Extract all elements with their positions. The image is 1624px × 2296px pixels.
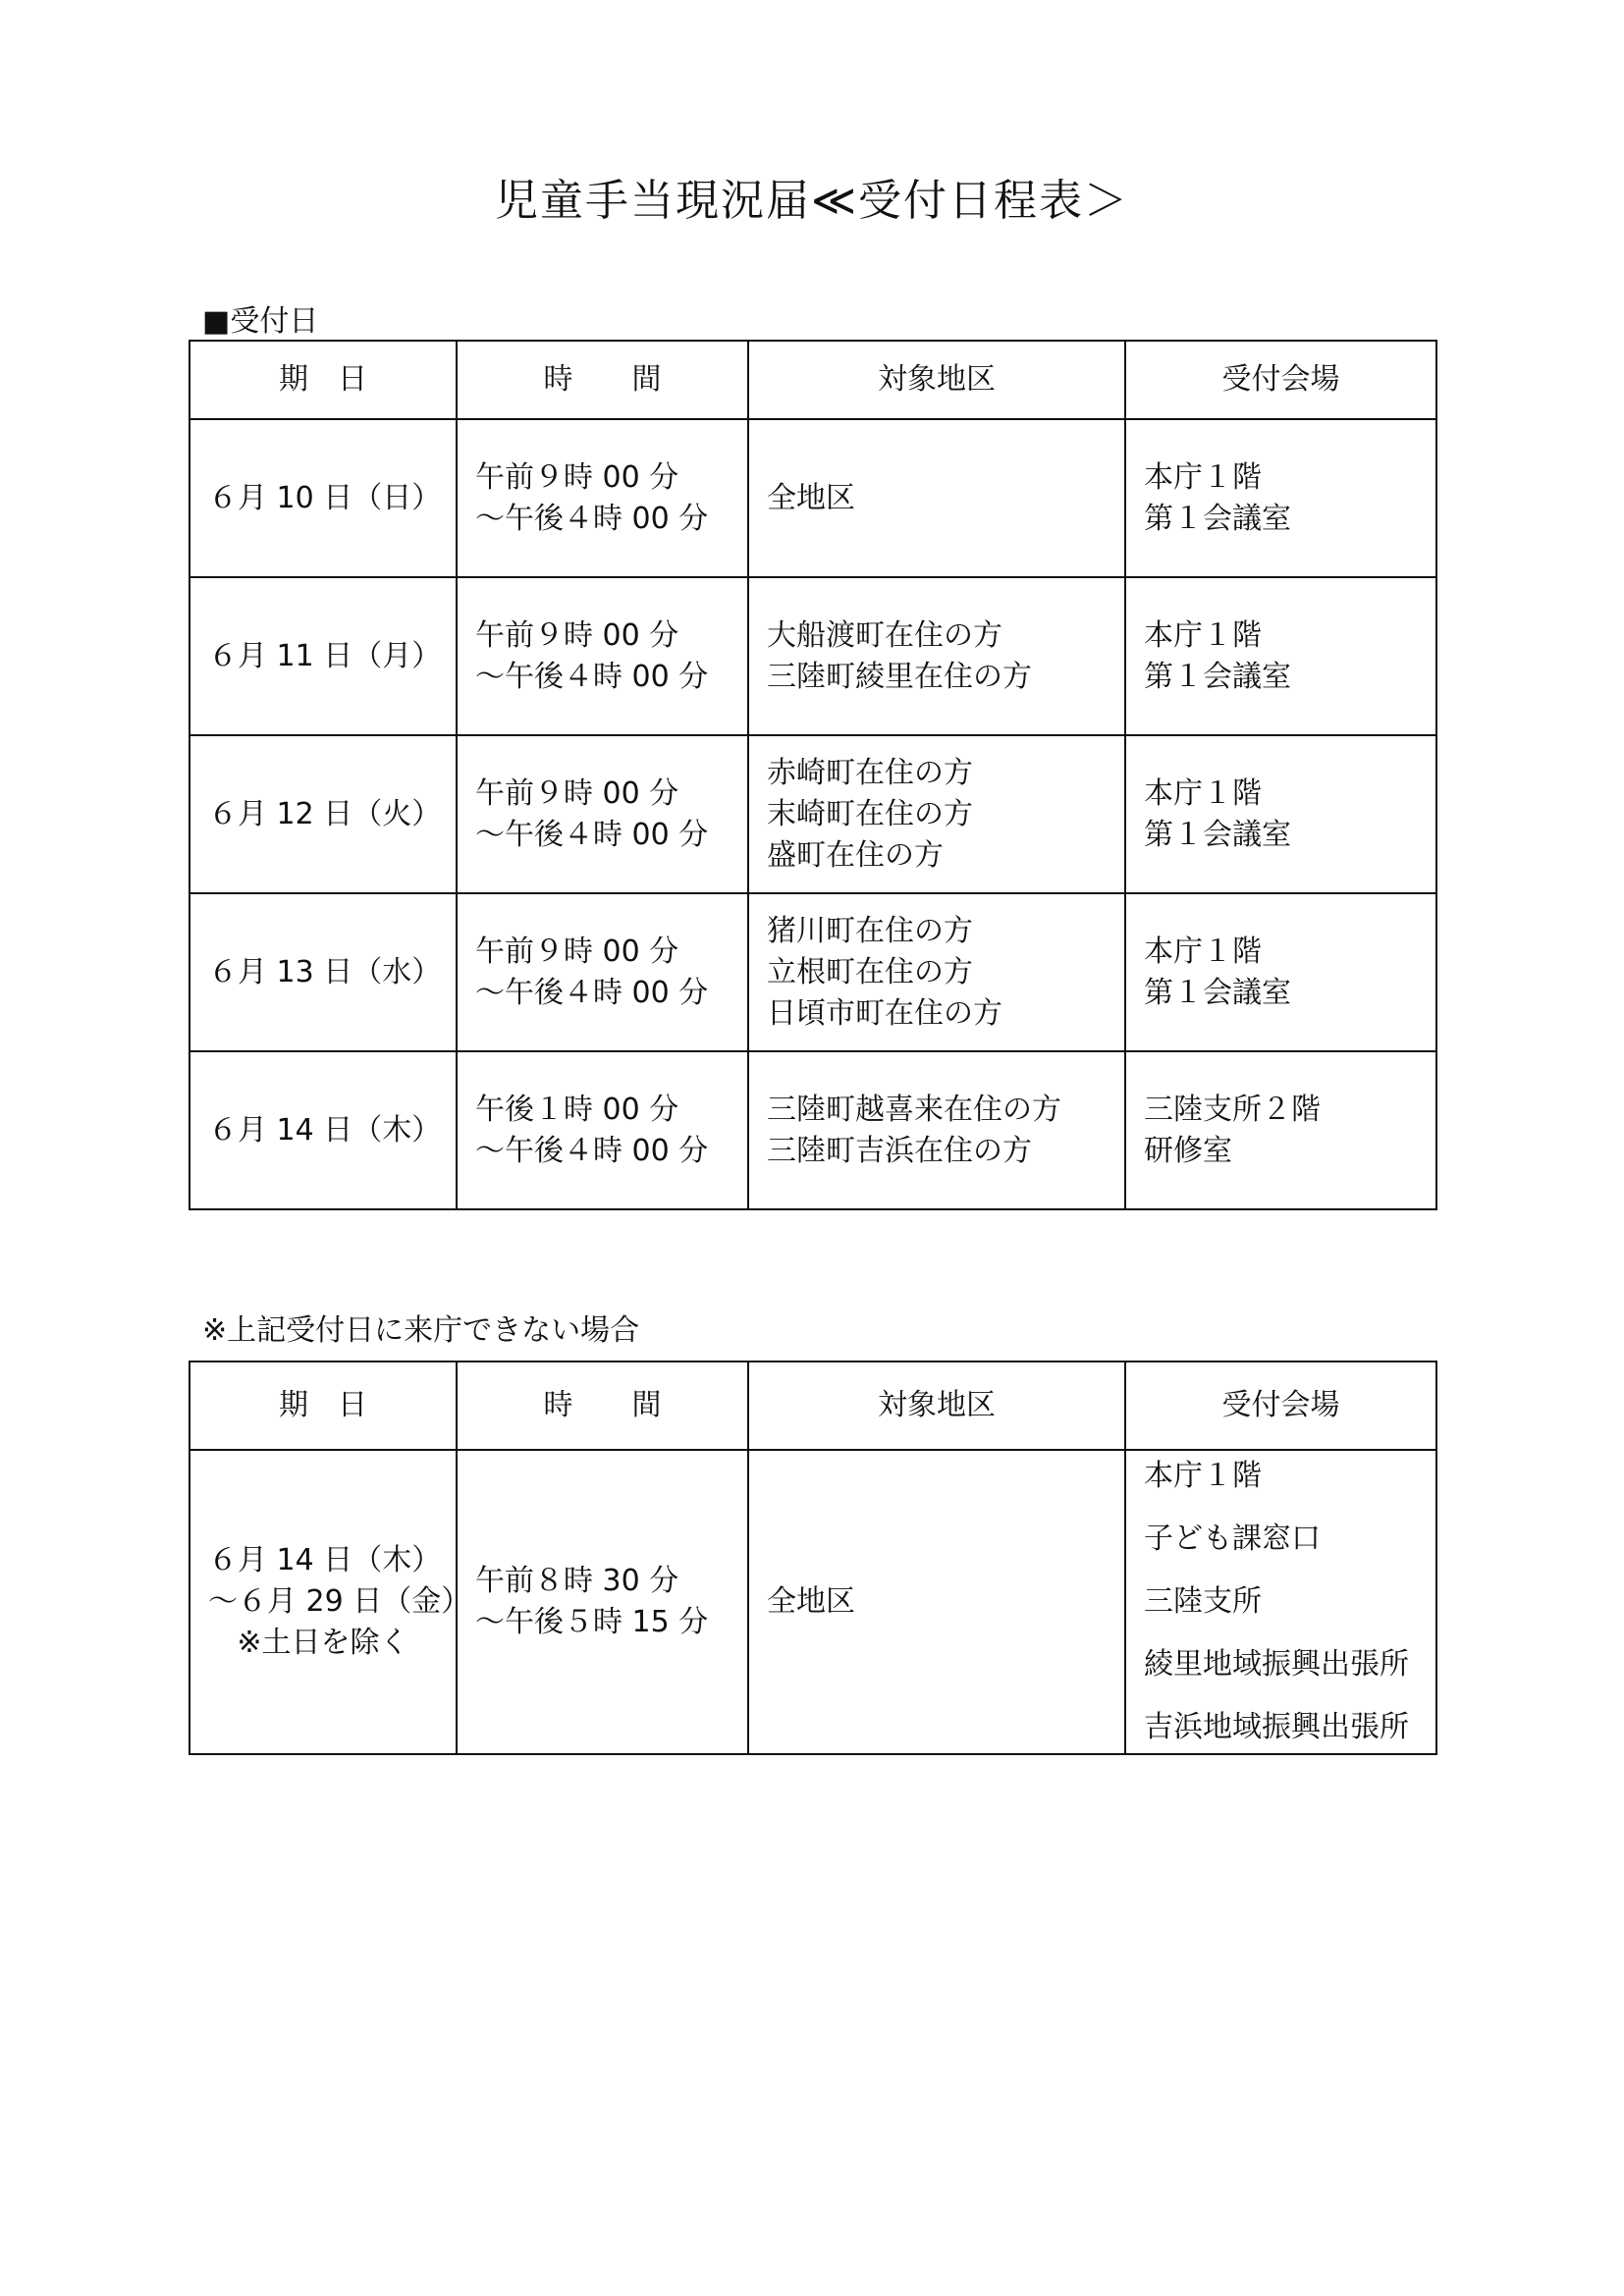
- cell-date: [189, 419, 457, 577]
- section-label-reception-days: ■受付日: [202, 304, 319, 339]
- header-area: 対象地区: [748, 341, 1125, 419]
- cell-time: [457, 735, 748, 893]
- header-area: 対象地区: [748, 1362, 1125, 1450]
- cell-area-line: 大船渡町在住の方: [767, 617, 1002, 653]
- cell-time-line: ～午後４時 00 分: [475, 659, 709, 694]
- cell-date-line: ６月 14 日（木）: [208, 1543, 442, 1577]
- header-time: 時 間: [457, 1362, 748, 1450]
- cell-time-line: 午前９時 00 分: [475, 775, 679, 811]
- cell-time: [457, 1450, 748, 1754]
- cell-venue: [1125, 1450, 1436, 1754]
- cell-time: [457, 1051, 748, 1209]
- cell-venue: [1125, 893, 1436, 1051]
- table-row: [189, 419, 1436, 577]
- header-time: 時 間: [457, 341, 748, 419]
- cell-venue: [1125, 735, 1436, 893]
- cell-area-line: 赤崎町在住の方: [767, 755, 973, 790]
- cell-venue-line: 綾里地域振興出張所: [1144, 1647, 1409, 1682]
- cell-venue-line: 本庁１階: [1144, 459, 1262, 495]
- cell-time-line: 午前９時 00 分: [475, 617, 679, 653]
- header-venue: 受付会場: [1125, 1362, 1436, 1450]
- cell-venue-line: 三陸支所: [1144, 1584, 1262, 1619]
- cell-area: [748, 577, 1125, 735]
- cell-date: [189, 735, 457, 893]
- cell-area-line: 猪川町在住の方: [767, 913, 973, 948]
- cell-time: [457, 419, 748, 577]
- cell-venue-line: 第１会議室: [1144, 659, 1291, 694]
- cell-time: [457, 893, 748, 1051]
- alternative-schedule-table: [189, 1361, 1437, 1755]
- cell-time-line: ～午後４時 00 分: [475, 975, 709, 1010]
- cell-venue-line: 第１会議室: [1144, 817, 1291, 852]
- cell-venue: [1125, 419, 1436, 577]
- cell-area-line: 立根町在住の方: [767, 954, 973, 989]
- cell-time-line: 午前８時 30 分: [475, 1564, 679, 1598]
- reception-schedule-table: [189, 340, 1437, 1210]
- cell-area: [748, 1450, 1125, 1754]
- cell-area-line: 三陸町越喜来在住の方: [767, 1092, 1061, 1127]
- table-body: [189, 1450, 1436, 1754]
- cell-time-line: ～午後４時 00 分: [475, 817, 709, 852]
- cell-date-line: ６月 14 日（木）: [208, 1112, 442, 1148]
- cell-area-line: 盛町在住の方: [767, 837, 944, 873]
- cell-area-line: 三陸町吉浜在住の方: [767, 1133, 1032, 1168]
- cell-venue-line: 子ども課窓口: [1144, 1522, 1321, 1556]
- cell-venue-line: 本庁１階: [1144, 775, 1262, 811]
- cell-date: [189, 577, 457, 735]
- cell-time: [457, 577, 748, 735]
- cell-venue-line: 第１会議室: [1144, 501, 1291, 536]
- cell-date: [189, 1450, 471, 1754]
- table-row: [189, 1450, 1436, 1754]
- cell-venue-line: 三陸支所２階: [1144, 1092, 1321, 1127]
- cell-area: [748, 735, 1125, 893]
- cell-venue-line: 研修室: [1144, 1133, 1232, 1168]
- cell-venue-line: 本庁１階: [1144, 934, 1262, 969]
- page-title: 児童手当現況届≪受付日程表＞: [494, 176, 1130, 226]
- cell-date-line: ※土日を除く: [237, 1626, 409, 1660]
- table-header-row: [189, 341, 1436, 419]
- header-date: 期 日: [189, 341, 457, 419]
- cell-time-line: ～午後５時 15 分: [475, 1605, 709, 1639]
- section-label-alternative: ※上記受付日に来庁できない場合: [202, 1313, 640, 1348]
- cell-area-line: 全地区: [767, 480, 855, 515]
- cell-time-line: 午後１時 00 分: [475, 1092, 679, 1127]
- header-venue: 受付会場: [1125, 341, 1436, 419]
- table-row: [189, 577, 1436, 735]
- cell-area-line: 三陸町綾里在住の方: [767, 659, 1032, 694]
- table-row: [189, 1051, 1436, 1209]
- cell-area: [748, 1051, 1125, 1209]
- cell-date-line: ６月 13 日（水）: [208, 954, 442, 989]
- cell-date: [189, 1051, 457, 1209]
- cell-date-line: ６月 12 日（火）: [208, 796, 442, 831]
- table-row: [189, 893, 1436, 1051]
- cell-area: [748, 419, 1125, 577]
- cell-venue-line: 本庁１階: [1144, 1459, 1262, 1493]
- cell-venue: [1125, 577, 1436, 735]
- cell-venue: [1125, 1051, 1436, 1209]
- cell-venue-line: 吉浜地域振興出張所: [1144, 1710, 1409, 1744]
- cell-date-line: ６月 10 日（日）: [208, 480, 442, 515]
- cell-time-line: 午前９時 00 分: [475, 459, 679, 495]
- cell-area: [748, 893, 1125, 1051]
- cell-area-line: 末崎町在住の方: [767, 796, 973, 831]
- cell-time-line: ～午後４時 00 分: [475, 1133, 709, 1168]
- cell-area-line: 全地区: [767, 1584, 855, 1619]
- table-body: [189, 419, 1436, 1209]
- cell-date: [189, 893, 457, 1051]
- cell-time-line: ～午後４時 00 分: [475, 501, 709, 536]
- cell-area-line: 日頃市町在住の方: [767, 995, 1002, 1031]
- table-header-row: [189, 1362, 1436, 1450]
- cell-date-line: ６月 11 日（月）: [208, 638, 442, 673]
- cell-venue-line: 第１会議室: [1144, 975, 1291, 1010]
- cell-venue-line: 本庁１階: [1144, 617, 1262, 653]
- header-date: 期 日: [189, 1362, 457, 1450]
- table-row: [189, 735, 1436, 893]
- cell-time-line: 午前９時 00 分: [475, 934, 679, 969]
- cell-date-line: ～６月 29 日（金）: [208, 1584, 471, 1619]
